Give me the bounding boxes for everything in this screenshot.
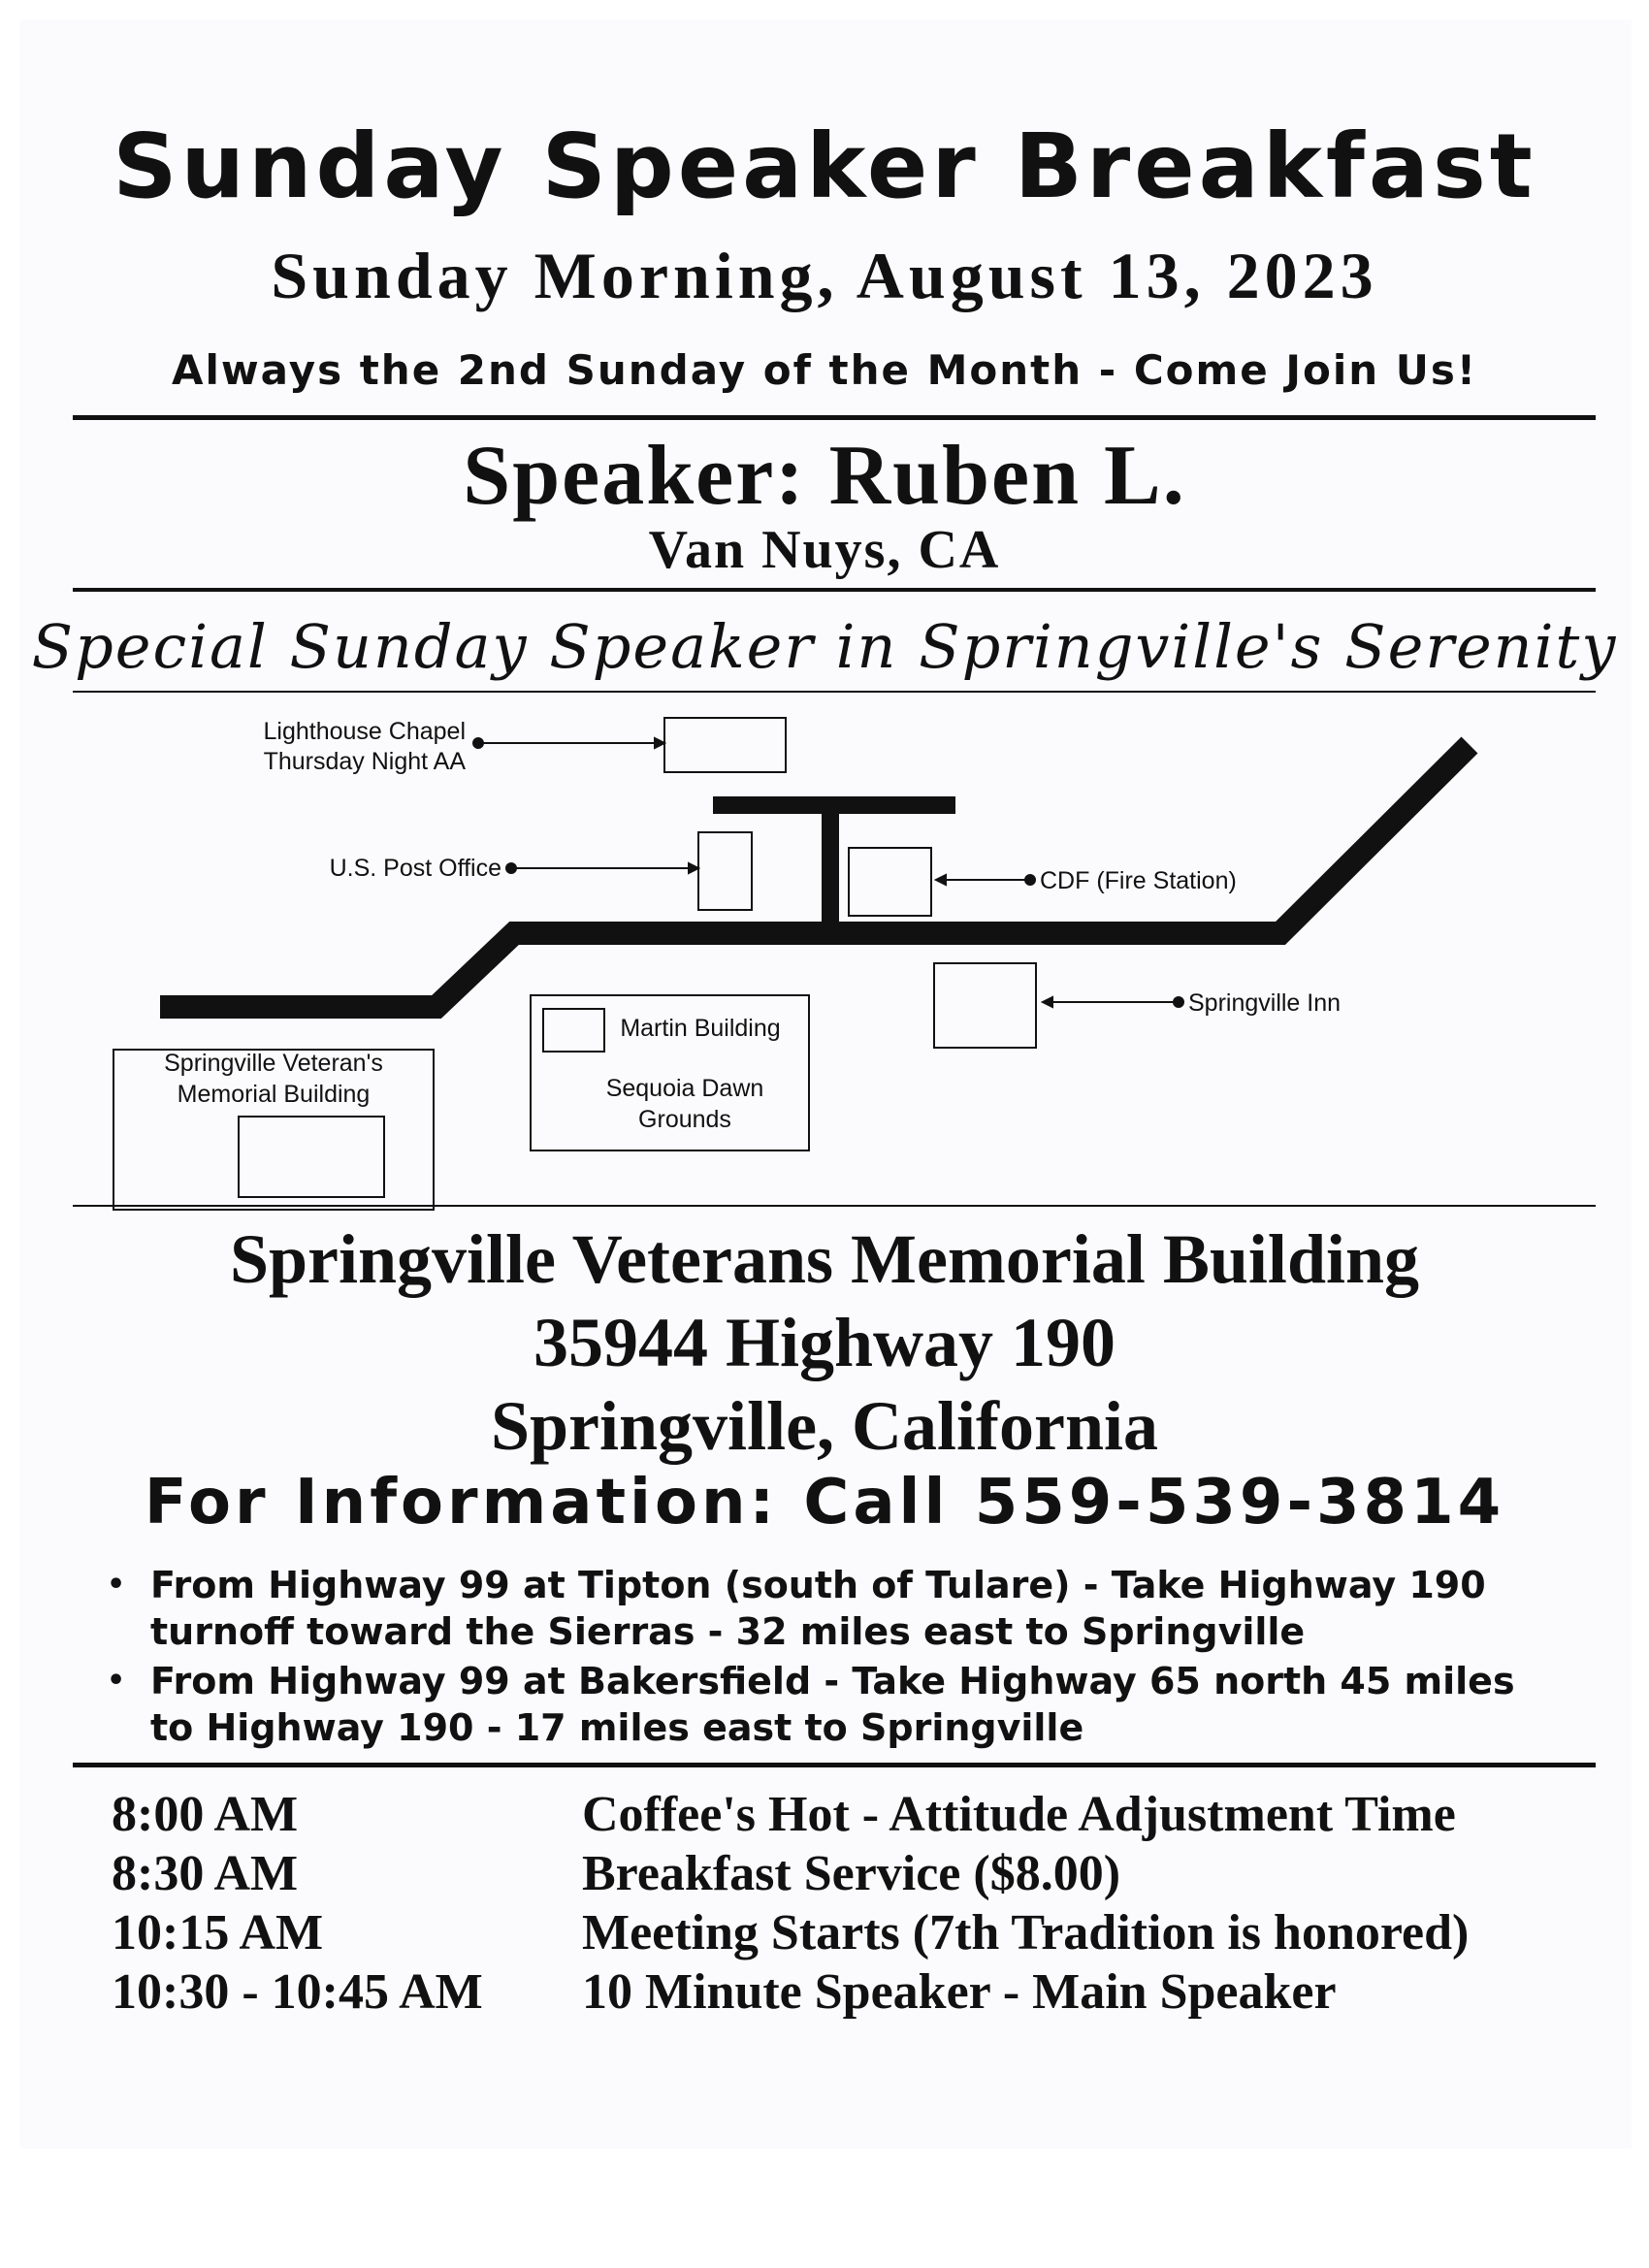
schedule-time: 10:15 AM [112, 1905, 324, 1960]
divider-2 [73, 588, 1596, 592]
post-office-arrowhead [689, 863, 698, 873]
divider-1 [73, 415, 1596, 420]
venue-name: Springville Veterans Memorial Building [229, 1220, 1420, 1298]
veterans-label-1: Springville Veteran's [164, 1050, 383, 1077]
divider-5 [73, 1763, 1596, 1767]
post-office-box [698, 832, 752, 910]
cdf-box [849, 848, 931, 916]
event-tagline: Always the 2nd Sunday of the Month - Come Join Us! [171, 346, 1478, 394]
schedule-event: Coffee's Hot - Attitude Adjustment Time [582, 1787, 1456, 1842]
schedule-row [112, 1903, 1469, 1962]
venue-block [0, 1217, 1649, 1468]
sequoia-label-1: Sequoia Dawn [605, 1075, 764, 1102]
cdf-arrowhead [936, 875, 946, 885]
event-date: Sunday Morning, August 13, 2023 [271, 239, 1378, 312]
veterans-label-2: Memorial Building [177, 1081, 371, 1108]
inn-box [934, 963, 1036, 1048]
schedule-event: Breakfast Service ($8.00) [582, 1846, 1121, 1901]
veterans-building-box [239, 1117, 384, 1197]
schedule-event: 10 Minute Speaker - Main Speaker [582, 1964, 1337, 2020]
directions-list [107, 1562, 1562, 1754]
inn-label: Springville Inn [1188, 989, 1342, 1017]
schedule-time: 8:30 AM [112, 1846, 299, 1901]
lighthouse-chapel-box [664, 718, 786, 772]
direction-item: • From Highway 99 at Bakersfield - Take Highway 65 north 45 miles to Highway 190 - 17 miles east to Springville [107, 1658, 1562, 1751]
lighthouse-label-1: Lighthouse Chapel [263, 718, 466, 745]
script-subtitle: Special Sunday Speaker in Springville's Serenity [31, 611, 1618, 682]
schedule-time: 8:00 AM [112, 1787, 299, 1842]
schedule-row [112, 1785, 1469, 1844]
info-phone: For Information: Call 559-539-3814 [144, 1467, 1505, 1539]
schedule-event: Meeting Starts (7th Tradition is honored) [582, 1905, 1470, 1960]
schedule-time: 10:30 - 10:45 AM [112, 1964, 483, 2020]
venue-address: 35944 Highway 190 [533, 1304, 1116, 1381]
speaker-name: Speaker: Ruben L. [463, 429, 1186, 523]
sequoia-label-2: Grounds [638, 1106, 731, 1133]
schedule-table [112, 1785, 1469, 2022]
lighthouse-label-2: Thursday Night AA [263, 748, 466, 775]
venue-city: Springville, California [490, 1387, 1159, 1465]
speaker-location: Van Nuys, CA [648, 520, 1001, 580]
martin-label: Martin Building [620, 1015, 781, 1042]
schedule-row [112, 1962, 1469, 2022]
martin-building-box [543, 1009, 604, 1052]
flyer-title: Sunday Speaker Breakfast [113, 114, 1536, 218]
direction-item: • From Highway 99 at Tipton (south of Tulare) - Take Highway 190 turnoff toward the Sierras - 32 miles east to Springville [107, 1562, 1562, 1655]
cdf-label: CDF (Fire Station) [1040, 867, 1237, 894]
area-map [0, 679, 1649, 1213]
lighthouse-arrowhead [655, 738, 664, 748]
inn-arrowhead [1043, 997, 1052, 1007]
schedule-row [112, 1844, 1469, 1903]
divider-4 [73, 1205, 1596, 1207]
post-office-label: U.S. Post Office [329, 855, 501, 882]
